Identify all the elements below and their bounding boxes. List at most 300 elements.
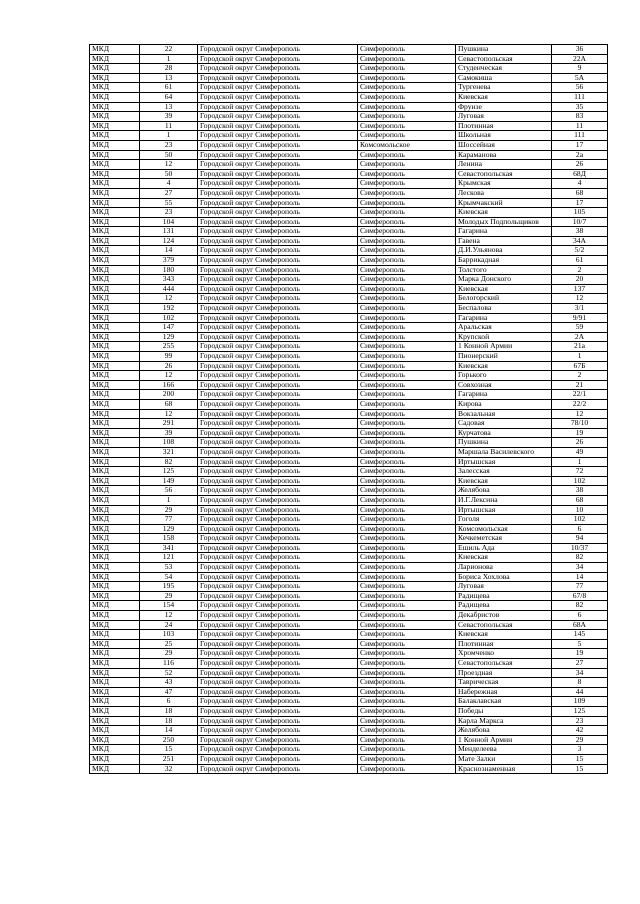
house-number-cell: 8: [552, 678, 608, 688]
object-type-cell: МКД: [90, 582, 140, 592]
record-number-cell: 12: [140, 371, 198, 381]
street-cell: Декабристов: [456, 611, 552, 621]
house-number-cell: 17: [552, 140, 608, 150]
house-number-cell: 68: [552, 495, 608, 505]
object-type-cell: МКД: [90, 73, 140, 83]
object-type-cell: МКД: [90, 735, 140, 745]
settlement-cell: Симферополь: [358, 745, 456, 755]
house-number-cell: 44: [552, 687, 608, 697]
record-number-cell: 149: [140, 476, 198, 486]
table-row: [90, 246, 608, 256]
district-cell: Городской округ Симферополь: [198, 716, 358, 726]
district-cell: Городской округ Симферополь: [198, 659, 358, 669]
object-type-cell: МКД: [90, 668, 140, 678]
table-row: [90, 649, 608, 659]
house-number-cell: 137: [552, 284, 608, 294]
district-cell: Городской округ Симферополь: [198, 754, 358, 764]
table-row: [90, 332, 608, 342]
settlement-cell: Симферополь: [358, 265, 456, 275]
district-cell: Городской округ Симферополь: [198, 45, 358, 55]
table-row: [90, 505, 608, 515]
house-number-cell: 102: [552, 515, 608, 525]
table-row: [90, 131, 608, 141]
district-cell: Городской округ Симферополь: [198, 284, 358, 294]
records-table-body: [90, 45, 608, 774]
district-cell: Городской округ Симферополь: [198, 745, 358, 755]
settlement-cell: Симферополь: [358, 342, 456, 352]
record-number-cell: 147: [140, 323, 198, 333]
table-row: [90, 64, 608, 74]
record-number-cell: 124: [140, 236, 198, 246]
district-cell: Городской округ Симферополь: [198, 131, 358, 141]
house-number-cell: 1: [552, 457, 608, 467]
settlement-cell: Симферополь: [358, 304, 456, 314]
district-cell: Городской округ Симферополь: [198, 160, 358, 170]
street-cell: Комсомольская: [456, 524, 552, 534]
table-row: [90, 630, 608, 640]
district-cell: Городской округ Симферополь: [198, 438, 358, 448]
street-cell: Белогорский: [456, 294, 552, 304]
street-cell: Тургенева: [456, 83, 552, 93]
house-number-cell: 111: [552, 92, 608, 102]
object-type-cell: МКД: [90, 630, 140, 640]
object-type-cell: МКД: [90, 764, 140, 774]
house-number-cell: 10/7: [552, 217, 608, 227]
object-type-cell: МКД: [90, 399, 140, 409]
street-cell: Горького: [456, 371, 552, 381]
object-type-cell: МКД: [90, 352, 140, 362]
district-cell: Городской округ Симферополь: [198, 227, 358, 237]
street-cell: Карла Маркса: [456, 716, 552, 726]
table-row: [90, 313, 608, 323]
object-type-cell: МКД: [90, 601, 140, 611]
table-row: [90, 476, 608, 486]
street-cell: Вокзальная: [456, 409, 552, 419]
settlement-cell: Комсомольское: [358, 140, 456, 150]
district-cell: Городской округ Симферополь: [198, 419, 358, 429]
object-type-cell: МКД: [90, 102, 140, 112]
table-row: [90, 534, 608, 544]
object-type-cell: МКД: [90, 716, 140, 726]
object-type-cell: МКД: [90, 390, 140, 400]
street-cell: Залесская: [456, 467, 552, 477]
record-number-cell: 250: [140, 735, 198, 745]
house-number-cell: 14: [552, 572, 608, 582]
house-number-cell: 3: [552, 745, 608, 755]
district-cell: Городской округ Симферополь: [198, 486, 358, 496]
house-number-cell: 3/1: [552, 304, 608, 314]
table-row: [90, 217, 608, 227]
object-type-cell: МКД: [90, 572, 140, 582]
record-number-cell: 25: [140, 639, 198, 649]
table-row: [90, 102, 608, 112]
settlement-cell: Симферополь: [358, 630, 456, 640]
district-cell: Городской округ Симферополь: [198, 678, 358, 688]
district-cell: Городской округ Симферополь: [198, 428, 358, 438]
object-type-cell: МКД: [90, 447, 140, 457]
table-row: [90, 601, 608, 611]
table-row: [90, 371, 608, 381]
district-cell: Городской округ Симферополь: [198, 83, 358, 93]
table-row: [90, 83, 608, 93]
table-row: [90, 697, 608, 707]
settlement-cell: Симферополь: [358, 131, 456, 141]
settlement-cell: Симферополь: [358, 735, 456, 745]
house-number-cell: 111: [552, 131, 608, 141]
table-row: [90, 659, 608, 669]
settlement-cell: Симферополь: [358, 505, 456, 515]
settlement-cell: Симферополь: [358, 687, 456, 697]
object-type-cell: МКД: [90, 313, 140, 323]
street-cell: Севастопольская: [456, 620, 552, 630]
settlement-cell: Симферополь: [358, 399, 456, 409]
house-number-cell: 2А: [552, 332, 608, 342]
table-row: [90, 687, 608, 697]
table-row: [90, 169, 608, 179]
table-row: [90, 668, 608, 678]
district-cell: Городской округ Симферополь: [198, 150, 358, 160]
object-type-cell: МКД: [90, 121, 140, 131]
table-row: [90, 486, 608, 496]
house-number-cell: 125: [552, 706, 608, 716]
house-number-cell: 82: [552, 553, 608, 563]
district-cell: Городской округ Симферополь: [198, 64, 358, 74]
district-cell: Городской округ Симферополь: [198, 591, 358, 601]
house-number-cell: 5: [552, 639, 608, 649]
street-cell: Севастопольская: [456, 659, 552, 669]
district-cell: Городской округ Симферополь: [198, 54, 358, 64]
district-cell: Городской округ Симферополь: [198, 563, 358, 573]
object-type-cell: МКД: [90, 649, 140, 659]
street-cell: Ешиль Ада: [456, 543, 552, 553]
object-type-cell: МКД: [90, 140, 140, 150]
settlement-cell: Симферополь: [358, 352, 456, 362]
record-number-cell: 12: [140, 409, 198, 419]
settlement-cell: Симферополь: [358, 447, 456, 457]
table-row: [90, 495, 608, 505]
district-cell: Городской округ Симферополь: [198, 102, 358, 112]
street-cell: Пушкина: [456, 45, 552, 55]
record-number-cell: 12: [140, 294, 198, 304]
street-cell: Севастопольская: [456, 169, 552, 179]
table-row: [90, 467, 608, 477]
house-number-cell: 29: [552, 735, 608, 745]
street-cell: Киевская: [456, 208, 552, 218]
settlement-cell: Симферополь: [358, 486, 456, 496]
record-number-cell: 321: [140, 447, 198, 457]
object-type-cell: МКД: [90, 169, 140, 179]
record-number-cell: 32: [140, 764, 198, 774]
table-row: [90, 716, 608, 726]
district-cell: Городской округ Симферополь: [198, 515, 358, 525]
settlement-cell: Симферополь: [358, 188, 456, 198]
house-number-cell: 49: [552, 447, 608, 457]
settlement-cell: Симферополь: [358, 706, 456, 716]
record-number-cell: 200: [140, 390, 198, 400]
record-number-cell: 99: [140, 352, 198, 362]
table-row: [90, 208, 608, 218]
settlement-cell: Симферополь: [358, 179, 456, 189]
table-row: [90, 390, 608, 400]
district-cell: Городской округ Симферополь: [198, 121, 358, 131]
record-number-cell: 54: [140, 572, 198, 582]
record-number-cell: 343: [140, 275, 198, 285]
street-cell: Желябова: [456, 726, 552, 736]
street-cell: Луговая: [456, 582, 552, 592]
house-number-cell: 38: [552, 227, 608, 237]
object-type-cell: МКД: [90, 83, 140, 93]
house-number-cell: 83: [552, 112, 608, 122]
district-cell: Городской округ Симферополь: [198, 505, 358, 515]
street-cell: Радищева: [456, 601, 552, 611]
house-number-cell: 26: [552, 438, 608, 448]
settlement-cell: Симферополь: [358, 457, 456, 467]
settlement-cell: Симферополь: [358, 582, 456, 592]
settlement-cell: Симферополь: [358, 150, 456, 160]
object-type-cell: МКД: [90, 620, 140, 630]
object-type-cell: МКД: [90, 236, 140, 246]
district-cell: Городской округ Симферополь: [198, 639, 358, 649]
settlement-cell: Симферополь: [358, 764, 456, 774]
settlement-cell: Симферополь: [358, 361, 456, 371]
street-cell: Лескова: [456, 188, 552, 198]
record-number-cell: 121: [140, 553, 198, 563]
record-number-cell: 166: [140, 380, 198, 390]
district-cell: Городской округ Симферополь: [198, 611, 358, 621]
house-number-cell: 21а: [552, 342, 608, 352]
settlement-cell: Симферополь: [358, 716, 456, 726]
record-number-cell: 24: [140, 620, 198, 630]
object-type-cell: МКД: [90, 246, 140, 256]
district-cell: Городской округ Симферополь: [198, 668, 358, 678]
district-cell: Городской округ Симферополь: [198, 649, 358, 659]
record-number-cell: 23: [140, 140, 198, 150]
house-number-cell: 26: [552, 160, 608, 170]
table-row: [90, 304, 608, 314]
table-row: [90, 236, 608, 246]
house-number-cell: 78/10: [552, 419, 608, 429]
street-cell: 1 Конной Армии: [456, 342, 552, 352]
object-type-cell: МКД: [90, 92, 140, 102]
house-number-cell: 102: [552, 476, 608, 486]
district-cell: Городской округ Симферополь: [198, 294, 358, 304]
object-type-cell: МКД: [90, 284, 140, 294]
house-number-cell: 23: [552, 716, 608, 726]
house-number-cell: 67/8: [552, 591, 608, 601]
object-type-cell: МКД: [90, 428, 140, 438]
settlement-cell: Симферополь: [358, 227, 456, 237]
street-cell: Плотинная: [456, 121, 552, 131]
table-row: [90, 706, 608, 716]
district-cell: Городской округ Симферополь: [198, 313, 358, 323]
table-row: [90, 764, 608, 774]
settlement-cell: Симферополь: [358, 428, 456, 438]
street-cell: Киевская: [456, 284, 552, 294]
table-row: [90, 342, 608, 352]
object-type-cell: МКД: [90, 754, 140, 764]
object-type-cell: МКД: [90, 419, 140, 429]
street-cell: Гагарина: [456, 313, 552, 323]
record-number-cell: 39: [140, 428, 198, 438]
record-number-cell: 104: [140, 217, 198, 227]
street-cell: Гагарина: [456, 390, 552, 400]
district-cell: Городской округ Симферополь: [198, 217, 358, 227]
house-number-cell: 42: [552, 726, 608, 736]
street-cell: Толстого: [456, 265, 552, 275]
table-row: [90, 188, 608, 198]
record-number-cell: 255: [140, 342, 198, 352]
table-row: [90, 591, 608, 601]
house-number-cell: 59: [552, 323, 608, 333]
object-type-cell: МКД: [90, 188, 140, 198]
settlement-cell: Симферополь: [358, 563, 456, 573]
record-number-cell: 192: [140, 304, 198, 314]
record-number-cell: 50: [140, 169, 198, 179]
house-number-cell: 2а: [552, 150, 608, 160]
settlement-cell: Симферополь: [358, 467, 456, 477]
house-number-cell: 20: [552, 275, 608, 285]
district-cell: Городской округ Симферополь: [198, 208, 358, 218]
settlement-cell: Симферополь: [358, 553, 456, 563]
table-row: [90, 73, 608, 83]
house-number-cell: 19: [552, 649, 608, 659]
street-cell: Школьная: [456, 131, 552, 141]
house-number-cell: 15: [552, 754, 608, 764]
settlement-cell: Симферополь: [358, 83, 456, 93]
house-number-cell: 15: [552, 764, 608, 774]
district-cell: Городской округ Симферополь: [198, 140, 358, 150]
object-type-cell: МКД: [90, 332, 140, 342]
table-row: [90, 457, 608, 467]
table-row: [90, 620, 608, 630]
settlement-cell: Симферополь: [358, 543, 456, 553]
house-number-cell: 34: [552, 668, 608, 678]
object-type-cell: МКД: [90, 678, 140, 688]
settlement-cell: Симферополь: [358, 198, 456, 208]
district-cell: Городской округ Симферополь: [198, 687, 358, 697]
object-type-cell: МКД: [90, 323, 140, 333]
record-number-cell: 125: [140, 467, 198, 477]
house-number-cell: 2: [552, 265, 608, 275]
settlement-cell: Симферополь: [358, 419, 456, 429]
district-cell: Городской округ Симферополь: [198, 399, 358, 409]
settlement-cell: Симферополь: [358, 371, 456, 381]
record-number-cell: 55: [140, 198, 198, 208]
street-cell: Гагарина: [456, 227, 552, 237]
house-number-cell: 38: [552, 486, 608, 496]
object-type-cell: МКД: [90, 179, 140, 189]
record-number-cell: 15: [140, 745, 198, 755]
street-cell: Беспалова: [456, 304, 552, 314]
record-number-cell: 131: [140, 227, 198, 237]
record-number-cell: 1: [140, 54, 198, 64]
street-cell: 1 Конной Армии: [456, 735, 552, 745]
settlement-cell: Симферополь: [358, 294, 456, 304]
district-cell: Городской округ Симферополь: [198, 601, 358, 611]
record-number-cell: 77: [140, 515, 198, 525]
district-cell: Городской округ Симферополь: [198, 265, 358, 275]
record-number-cell: 13: [140, 73, 198, 83]
house-number-cell: 145: [552, 630, 608, 640]
settlement-cell: Симферополь: [358, 169, 456, 179]
street-cell: Студенческая: [456, 64, 552, 74]
settlement-cell: Симферополь: [358, 256, 456, 266]
district-cell: Городской округ Симферополь: [198, 275, 358, 285]
object-type-cell: МКД: [90, 208, 140, 218]
settlement-cell: Симферополь: [358, 102, 456, 112]
house-number-cell: 19: [552, 428, 608, 438]
settlement-cell: Симферополь: [358, 697, 456, 707]
street-cell: Киевская: [456, 553, 552, 563]
house-number-cell: 12: [552, 409, 608, 419]
table-row: [90, 179, 608, 189]
house-number-cell: 22А: [552, 54, 608, 64]
street-cell: Ленина: [456, 160, 552, 170]
street-cell: Фрунзе: [456, 102, 552, 112]
settlement-cell: Симферополь: [358, 313, 456, 323]
house-number-cell: 36: [552, 45, 608, 55]
street-cell: И.Г.Лексина: [456, 495, 552, 505]
street-cell: Проездная: [456, 668, 552, 678]
street-cell: Луговая: [456, 112, 552, 122]
street-cell: Крупской: [456, 332, 552, 342]
street-cell: Шоссейная: [456, 140, 552, 150]
district-cell: Городской округ Симферополь: [198, 246, 358, 256]
street-cell: Кирова: [456, 399, 552, 409]
object-type-cell: МКД: [90, 265, 140, 275]
object-type-cell: МКД: [90, 112, 140, 122]
table-row: [90, 639, 608, 649]
record-number-cell: 14: [140, 726, 198, 736]
house-number-cell: 68Д: [552, 169, 608, 179]
district-cell: Городской округ Симферополь: [198, 342, 358, 352]
record-number-cell: 50: [140, 150, 198, 160]
table-row: [90, 323, 608, 333]
table-row: [90, 294, 608, 304]
settlement-cell: Симферополь: [358, 390, 456, 400]
house-number-cell: 34А: [552, 236, 608, 246]
district-cell: Городской округ Симферополь: [198, 543, 358, 553]
object-type-cell: МКД: [90, 64, 140, 74]
house-number-cell: 68: [552, 188, 608, 198]
record-number-cell: 11: [140, 121, 198, 131]
table-row: [90, 582, 608, 592]
table-row: [90, 678, 608, 688]
house-number-cell: 72: [552, 467, 608, 477]
street-cell: Иртышская: [456, 457, 552, 467]
table-row: [90, 112, 608, 122]
table-row: [90, 745, 608, 755]
record-number-cell: 26: [140, 361, 198, 371]
house-number-cell: 109: [552, 697, 608, 707]
street-cell: Иртышская: [456, 505, 552, 515]
settlement-cell: Симферополь: [358, 726, 456, 736]
house-number-cell: 61: [552, 256, 608, 266]
house-number-cell: 10/37: [552, 543, 608, 553]
object-type-cell: МКД: [90, 543, 140, 553]
record-number-cell: 158: [140, 534, 198, 544]
district-cell: Городской округ Симферополь: [198, 112, 358, 122]
district-cell: Городской округ Симферополь: [198, 304, 358, 314]
settlement-cell: Симферополь: [358, 45, 456, 55]
street-cell: Совхозная: [456, 380, 552, 390]
street-cell: Киевская: [456, 361, 552, 371]
record-number-cell: 12: [140, 160, 198, 170]
settlement-cell: Симферополь: [358, 515, 456, 525]
table-row: [90, 726, 608, 736]
table-row: [90, 121, 608, 131]
district-cell: Городской округ Симферополь: [198, 371, 358, 381]
